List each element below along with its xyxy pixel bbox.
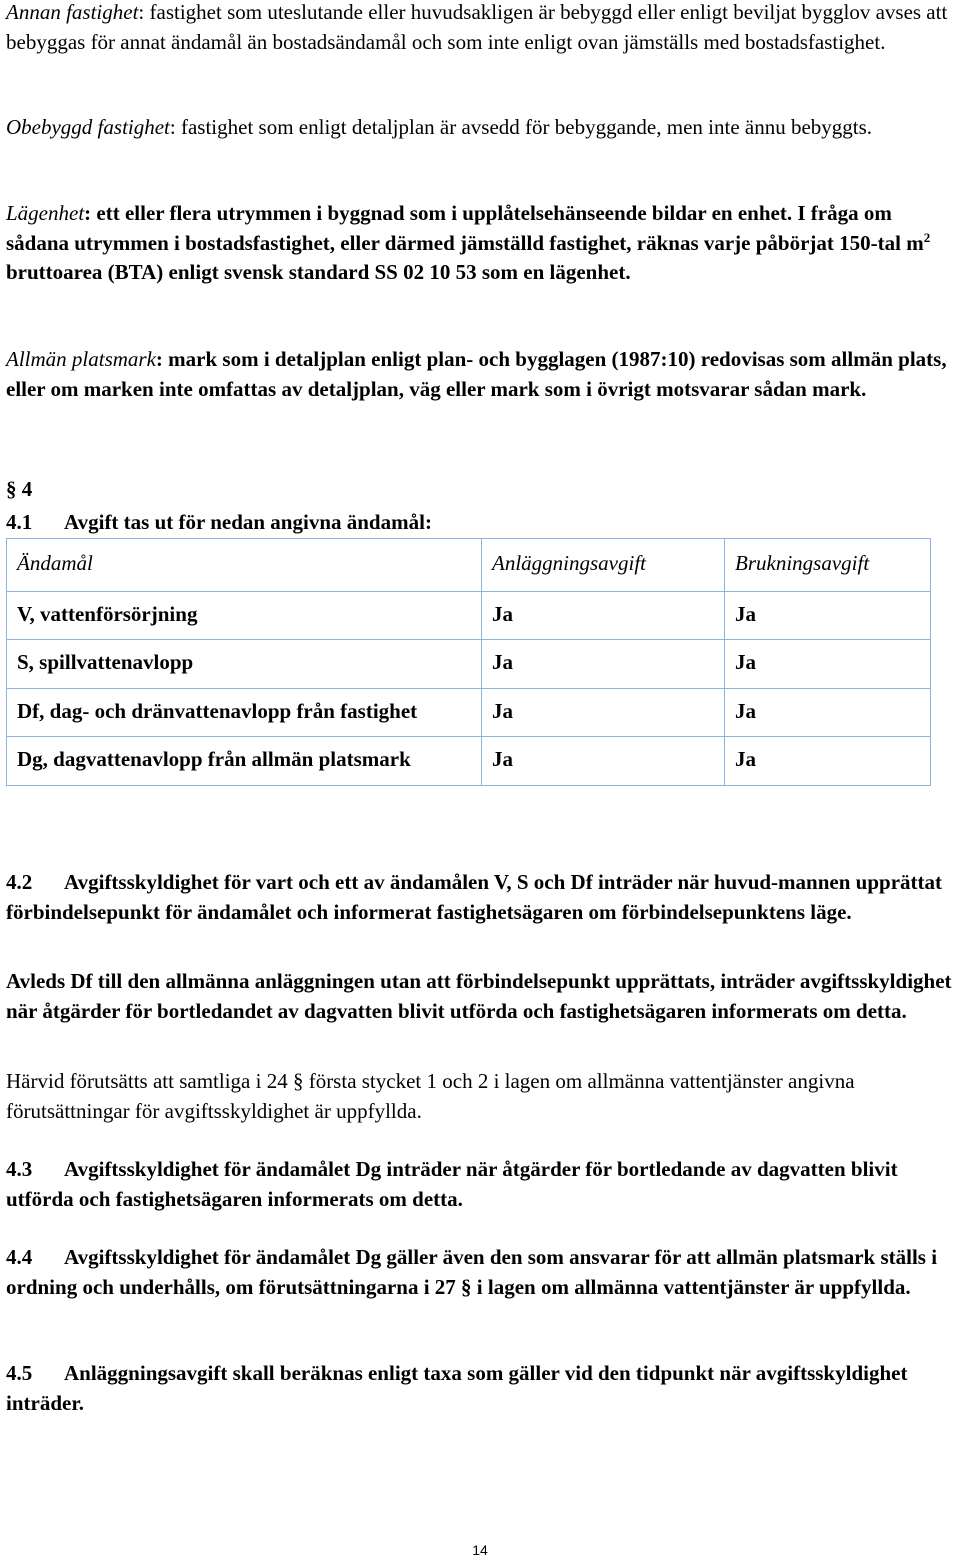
section-heading: § 4 — [6, 477, 33, 501]
term: Obebyggd fastighet — [6, 115, 170, 139]
paragraph-4-2-note — [6, 1067, 952, 1126]
paragraph-text: Avleds Df till den allmänna anläggningen utan att förbindelsepunkt upprättats, inträder avgiftsskyldighet när åtgärder för bortledandet av dagvatten blivit utförda och fastighetsägaren informerats om detta. — [6, 969, 952, 1023]
paragraph-text: Avgiftsskyldighet för ändamålet Dg gäller även den som ansvarar för att allmän platsmark ställs i ordning och underhålls, om förutsättningarna i 27 § i lagen om allmänna vattentjänster är uppfyllda. — [6, 1245, 938, 1299]
table-row — [7, 688, 931, 737]
fee-table — [6, 538, 931, 786]
definition-text-after: bruttoarea (BTA) enligt svensk standard SS 02 10 53 som en lägenhet. — [6, 260, 631, 284]
definition-annan-fastighet — [6, 0, 952, 57]
paragraph-4-1 — [6, 508, 952, 538]
definition-text: : mark som i detaljplan enligt plan- och bygglagen (1987:10) redovisas som allmän plats, eller om marken inte omfattas av detaljplan, väg eller mark som i övrigt motsvarar sådan mark. — [6, 347, 947, 401]
cell-anlaggningsavgift: Ja — [482, 591, 725, 640]
paragraph-4-5 — [6, 1359, 952, 1418]
paragraph-4-4 — [6, 1243, 952, 1302]
cell-anlaggningsavgift: Ja — [482, 737, 725, 786]
term: Lägenhet — [6, 201, 85, 225]
paragraph-text: Avgift tas ut för nedan angivna ändamål: — [64, 510, 432, 534]
cell-andamal: S, spillvattenavlopp — [7, 640, 482, 689]
paragraph-text: Anläggningsavgift skall beräknas enligt taxa som gäller vid den tidpunkt när avgiftsskyldighet inträder. — [6, 1361, 908, 1415]
cell-andamal: V, vattenförsörjning — [7, 591, 482, 640]
cell-brukningsavgift: Ja — [725, 688, 931, 737]
paragraph-text: Härvid förutsätts att samtliga i 24 § första stycket 1 och 2 i lagen om allmänna vattentjänster angivna förutsättningar för avgiftsskyldighet är uppfyllda. — [6, 1069, 855, 1123]
table-header-row — [7, 539, 931, 592]
cell-brukningsavgift: Ja — [725, 591, 931, 640]
definition-allman-platsmark — [6, 345, 952, 404]
paragraph-number: 4.1 — [6, 510, 33, 534]
table-row — [7, 737, 931, 786]
cell-brukningsavgift: Ja — [725, 737, 931, 786]
paragraph-text: Avgiftsskyldighet för vart och ett av ändamålen V, S och Df inträder när huvud-mannen upprättat förbindelsepunkt för ändamålet och informerat fastighetsägaren om förbindelsepunktens läge. — [6, 870, 942, 924]
definition-text-before: : ett eller flera utrymmen i byggnad som i upplåtelsehänseende bildar en enhet. I fråga om sådana utrymmen i bostadsfastighet, eller därmed jämställd fastighet, räknas varje påbörjat 150-tal m — [6, 201, 924, 255]
paragraph-4-3 — [6, 1155, 952, 1214]
definition-lagenhet — [6, 199, 952, 288]
term: Annan fastighet — [6, 0, 139, 24]
table-row — [7, 591, 931, 640]
definition-text: : fastighet som uteslutande eller huvudsakligen är bebyggd eller enligt beviljat bygglov avses att bebyggas för annat ändamål än bostadsändamål och som inte enligt ovan jämställs med bostadsfastighet. — [6, 0, 948, 54]
cell-andamal: Dg, dagvattenavlopp från allmän platsmark — [7, 737, 482, 786]
term: Allmän platsmark — [6, 347, 156, 371]
cell-anlaggningsavgift: Ja — [482, 640, 725, 689]
cell-anlaggningsavgift: Ja — [482, 688, 725, 737]
header-anlaggningsavgift: Anläggningsavgift — [482, 539, 725, 592]
page-number: 14 — [472, 1542, 488, 1558]
definition-obebyggd-fastighet — [6, 113, 952, 143]
paragraph-4-2 — [6, 868, 952, 927]
paragraph-text: Avgiftsskyldighet för ändamålet Dg inträder när åtgärder för bortledande av dagvatten blivit utförda och fastighetsägaren informerats om detta. — [6, 1157, 898, 1211]
paragraph-number: 4.3 — [6, 1157, 33, 1181]
cell-brukningsavgift: Ja — [725, 640, 931, 689]
paragraph-number: 4.2 — [6, 870, 33, 894]
cell-andamal: Df, dag- och dränvattenavlopp från fastighet — [7, 688, 482, 737]
paragraph-4-2-df — [6, 967, 952, 1026]
definition-text: : fastighet som enligt detaljplan är avsedd för bebyggande, men inte ännu bebyggts. — [169, 115, 873, 139]
table-row — [7, 640, 931, 689]
header-andamal: Ändamål — [7, 539, 482, 592]
header-brukningsavgift: Brukningsavgift — [725, 539, 931, 592]
superscript: 2 — [923, 229, 931, 245]
paragraph-number: 4.4 — [6, 1245, 33, 1269]
paragraph-number: 4.5 — [6, 1361, 33, 1385]
